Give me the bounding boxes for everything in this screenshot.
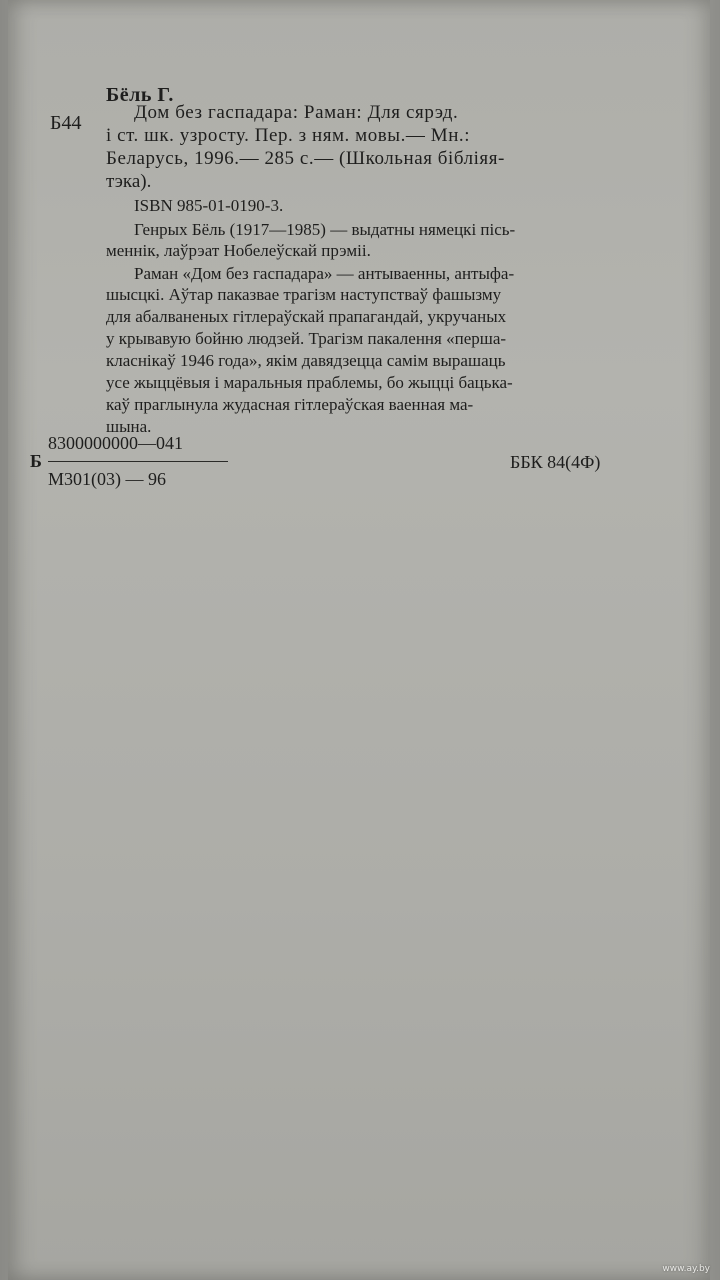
annotation-line-5: для абалваненых гітлераўскай прапагандай, укручаных [106,307,507,326]
bib-line-2: і ст. шк. узросту. Пер. з ням. мовы.— Мн.: [106,125,471,146]
annotation-line-4: шысцкі. Аўтар паказвае трагізм наступстваў фашызму [106,285,502,304]
catalog-index: Б44 [50,112,82,134]
annotation-line-1: Генрых Бёль (1917—1985) — выдатны нямецкі пісь- [134,220,516,239]
watermark: www.ay.by [662,1264,710,1274]
fraction-rule [48,461,228,462]
annotation-line-10: шына. [106,417,152,436]
letter-b: Б [30,451,42,471]
annotation-line-2: меннік, лаўрэат Нобелеўскай прэміі. [106,241,371,260]
author-heading: Бёль Г. [106,84,174,106]
bib-line-4: тэка). [106,171,152,192]
code-top: 8300000000—041 [48,433,183,453]
isbn: ISBN 985-01-0190-3. [134,196,284,215]
annotation-line-3: Раман «Дом без гаспадара» — антываенны, антыфа- [134,264,515,283]
annotation-line-8: усе жыццёвыя і маральныя праблемы, бо жыцці бацька- [106,373,513,392]
annotation-line-7: класнікаў 1946 года», якім давядзецца самім вырашаць [106,351,506,370]
annotation-line-6: у крывавую бойню людзей. Трагізм пакалення «перша- [106,329,507,348]
code-bottom: М301(03) — 96 [48,469,166,489]
bib-line-3: Беларусь, 1996.— 285 с.— (Школьная бібліяя- [106,148,505,169]
annotation-line-9: каў праглынула жудасная гітлераўская ваенная ма- [106,395,474,414]
bib-line-1: Дом без гаспадара: Раман: Для сярэд. [134,102,459,123]
bbk-code: ББК 84(4Ф) [510,452,601,472]
